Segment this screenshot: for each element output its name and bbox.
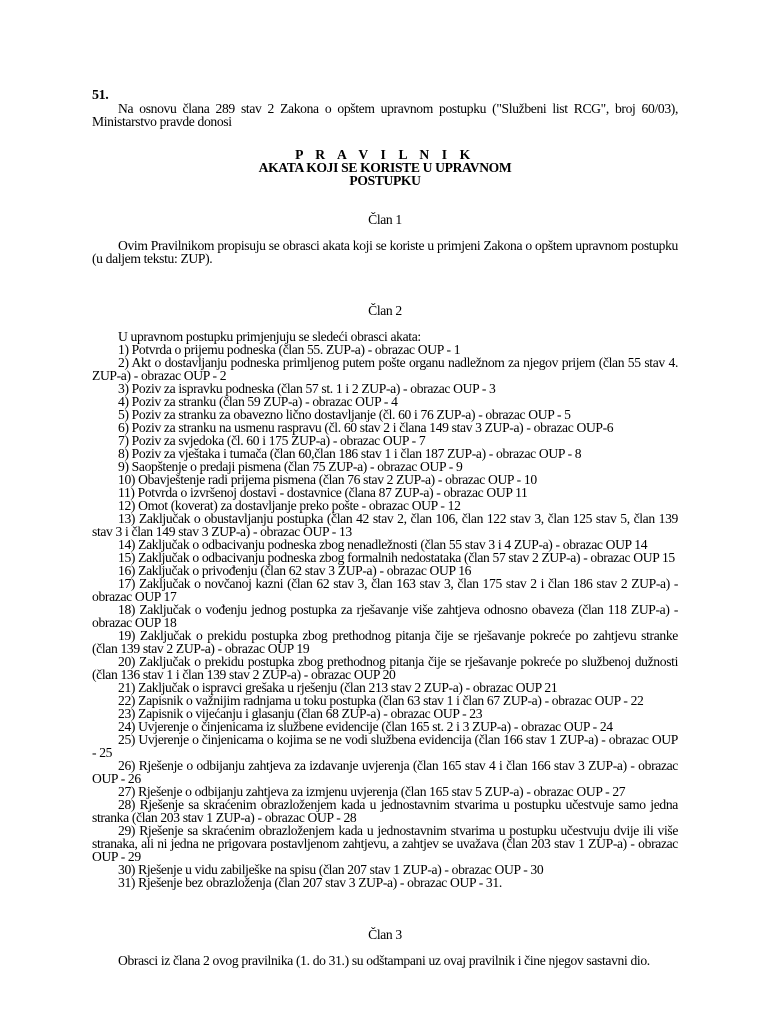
list-item: 9) Saopštenje o predaji pismena (član 75 ZUP-a) - obrazac OUP - 9 [118, 459, 463, 474]
title-line-1: P R A V I L N I K [295, 147, 475, 162]
list-item: 31) Rješenje bez obrazloženja (član 207 stav 3 ZUP-a) - obrazac OUP - 31. [118, 875, 502, 890]
title-line-3: POSTUPKU [349, 173, 421, 188]
list-item: 29) Rješenje sa skraćenim obrazloženjem kada u jednostavnim stvarima u postupku učestvuju dvije ili više stranaka, ali ni jedna ne prigovara postavljenom zahtjevu, a zahtjev se uvažava (član 203 stav 1 ZUP-a) - obrazac OUP - 29 [92, 823, 678, 864]
list-item: 18) Zaključak o vođenju jednog postupka za rješavanje više zahtjeva odnosno obaveza (član 118 ZUP-a) - obrazac OUP 18 [92, 602, 678, 630]
list-item: 16) Zaključak o privođenju (član 62 stav 3 ZUP-a) - obrazac OUP 16 [118, 563, 472, 578]
article-3-text: Obrasci iz člana 2 ovog pravilnika (1. do 31.) su odštampani uz ovaj pravilnik i čine njegov sastavni dio. [118, 953, 650, 968]
article-1-text: Ovim Pravilnikom propisuju se obrasci akata koji se koriste u primjeni Zakona o opštem upravnom postupku (u daljem tekstu: ZUP). [92, 238, 678, 266]
list-item: 20) Zaključak o prekidu postupka zbog prethodnog pitanja čije se rješavanje pokreće po službenoj dužnosti (član 136 stav 1 i član 139 stav 2 ZUP-a) - obrazac OUP 20 [92, 654, 678, 682]
list-item: 12) Omot (koverat) za dostavljanje preko pošte - obrazac OUP - 12 [118, 498, 461, 513]
list-item: 14) Zaključak o odbacivanju podneska zbog nenadležnosti (član 55 stav 3 i 4 ZUP-a) - obrazac OUP 14 [118, 537, 648, 552]
list-item: 13) Zaključak o obustavljanju postupka (član 42 stav 2, član 106, član 122 stav 3, član 125 stav 5, član 139 stav 3 i član 149 stav 3 ZUP-a) - obrazac OUP - 13 [92, 511, 678, 539]
preamble: Na osnovu člana 289 stav 2 Zakona o opštem upravnom postupku ("Službeni list RCG", broj 60/03), Ministarstvo pravde donosi [92, 101, 678, 129]
article-1-heading: Član 1 [368, 212, 402, 227]
list-item: 27) Rješenje o odbijanju zahtjeva za izmjenu uvjerenja (član 165 stav 5 ZUP-a) - obrazac OUP - 27 [118, 784, 626, 799]
list-item: 22) Zapisnik o važnijim radnjama u toku postupka (član 63 stav 1 i član 67 ZUP-a) - obrazac OUP - 22 [118, 693, 644, 708]
list-item: 23) Zapisnik o vijećanju i glasanju (član 68 ZUP-a) - obrazac OUP - 23 [118, 706, 483, 721]
list-item: 19) Zaključak o prekidu postupka zbog prethodnog pitanja čije se rješavanje pokreće po zahtjevu stranke (član 139 stav 2 ZUP-a) - obrazac OUP 19 [92, 628, 678, 656]
list-item: 6) Poziv za stranku na usmenu raspravu (čl. 60 stav 2 i člana 149 stav 3 ZUP-a) - obrazac OUP-6 [118, 420, 614, 435]
list-item: 24) Uvjerenje o činjenicama iz službene evidencije (član 165 st. 2 i 3 ZUP-a) - obrazac OUP - 24 [118, 719, 613, 734]
list-item: 21) Zaključak o ispravci grešaka u rješenju (član 213 stav 2 ZUP-a) - obrazac OUP 21 [118, 680, 558, 695]
list-item: 5) Poziv za stranku za obavezno lično dostavljanje (čl. 60 i 76 ZUP-a) - obrazac OUP - 5 [118, 407, 571, 422]
list-item: 25) Uvjerenje o činjenicama o kojima se ne vodi službena evidencija (član 166 stav 1 ZUP-a) - obrazac OUP - 25 [92, 732, 678, 760]
list-item: 30) Rješenje u vidu zabilješke na spisu (član 207 stav 1 ZUP-a) - obrazac OUP - 30 [118, 862, 544, 877]
title-line-2: AKATA KOJI SE KORISTE U UPRAVNOM [258, 160, 512, 175]
article-3-heading: Član 3 [368, 927, 402, 942]
document-page [92, 89, 678, 967]
document-number: 51. [92, 88, 109, 103]
list-item: 3) Poziv za ispravku podneska (član 57 st. 1 i 2 ZUP-a) - obrazac OUP - 3 [118, 381, 496, 396]
list-item: 28) Rješenje sa skraćenim obrazloženjem kada u jednostavnim stvarima u postupku učestvuje samo jedna stranka (član 203 stav 1 ZUP-a) - obrazac OUP - 28 [92, 797, 678, 825]
list-item: 1) Potvrda o prijemu podneska (član 55. ZUP-a) - obrazac OUP - 1 [118, 342, 461, 357]
list-item: 15) Zaključak o odbacivanju podneska zbog formalnih nedostataka (član 57 stav 2 ZUP-a) - obrazac OUP 15 [118, 550, 675, 565]
list-item: 8) Poziv za vještaka i tumača (član 60,član 186 stav 1 i član 187 ZUP-a) - obrazac OUP - 8 [118, 446, 582, 461]
list-item: 17) Zaključak o novčanoj kazni (član 62 stav 3, član 163 stav 3, član 175 stav 2 i član 186 stav 2 ZUP-a) - obrazac OUP 17 [92, 576, 678, 604]
list-item: 26) Rješenje o odbijanju zahtjeva za izdavanje uvjerenja (član 165 stav 4 i član 166 stav 3 ZUP-a) - obrazac OUP - 26 [92, 758, 678, 786]
article-2-heading: Član 2 [368, 303, 402, 318]
article-2-intro: U upravnom postupku primjenjuju se sledeći obrasci akata: [118, 329, 421, 344]
list-item: 2) Akt o dostavljanju podneska primljenog putem pošte organu nadležnom za njegov prijem (član 55 stav 4. ZUP-a) - obrazac OUP - 2 [92, 355, 678, 383]
list-item: 10) Obavještenje radi prijema pismena (član 76 stav 2 ZUP-a) - obrazac OUP - 10 [118, 472, 537, 487]
list-item: 11) Potvrda o izvršenoj dostavi - dostavnice (člana 87 ZUP-a) - obrazac OUP 11 [118, 485, 528, 500]
list-item: 4) Poziv za stranku (član 59 ZUP-a) - obrazac OUP - 4 [118, 394, 398, 409]
list-item: 7) Poziv za svjedoka (čl. 60 i 175 ZUP-a) - obrazac OUP - 7 [118, 433, 426, 448]
article-2-list [92, 343, 678, 889]
